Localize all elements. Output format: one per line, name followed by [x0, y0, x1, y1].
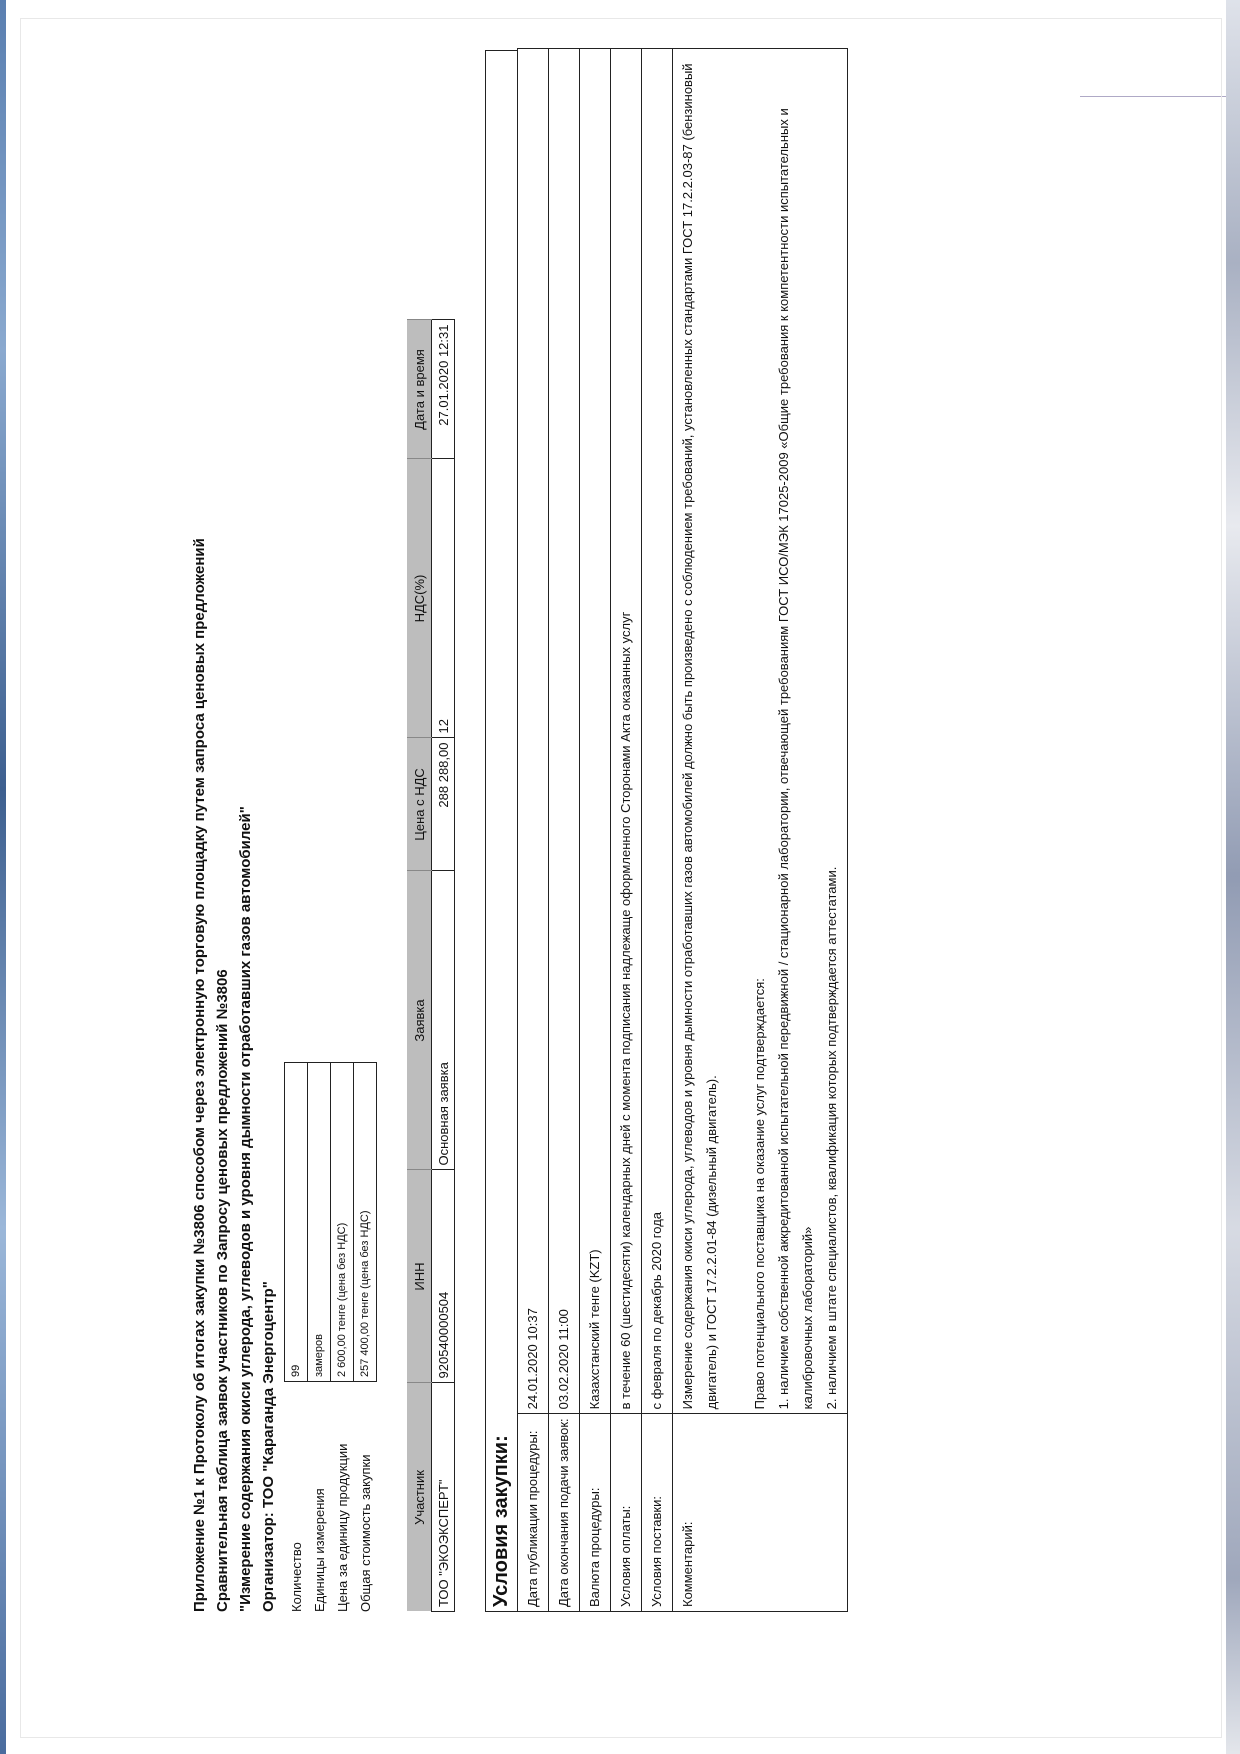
col-datetime: Дата и время	[407, 320, 432, 459]
params-table	[284, 1062, 377, 1612]
param-label: Цена за единицу продукции	[334, 1443, 350, 1612]
condition-label: Валюта процедуры:	[580, 1414, 611, 1612]
param-label: Количество	[288, 1542, 304, 1612]
table-row	[432, 320, 455, 1612]
cell-application: Основная заявка	[432, 871, 455, 1170]
condition-value: 24.01.2020 10:37	[518, 49, 549, 1414]
organizer: Организатор: ТОО "Караганда Энергоцентр"	[260, 1281, 277, 1612]
col-inn: ИНН	[407, 1170, 432, 1383]
rotated-document	[90, 2, 840, 1652]
condition-row	[549, 49, 580, 1612]
params-row	[331, 1063, 354, 1613]
param-label: Общая стоимость закупки	[357, 1454, 373, 1612]
cell-participant: ТОО "ЭКОЭКСПЕРТ"	[432, 1383, 455, 1612]
comment-value	[673, 49, 848, 1414]
condition-row	[642, 49, 673, 1612]
cell-price-vat: 288 288,00	[432, 738, 455, 871]
bids-header-row	[407, 320, 432, 1612]
param-value: замеров	[308, 1063, 331, 1382]
col-price-vat: Цена с НДС	[407, 738, 432, 871]
condition-value: в течение 60 (шестидесяти) календарных дней с момента подписания надлежаще оформленного Сторонами Акта оказанных услуг	[611, 49, 642, 1414]
params-row	[308, 1063, 331, 1613]
header-line-1: Приложение №1 к Протоколу об итогах закупки №3806 способом через электронную торговую площадку путем запроса ценовых предложений	[191, 538, 208, 1612]
condition-row	[580, 49, 611, 1612]
param-value: 99	[285, 1063, 308, 1382]
comment-paragraph: 2. наличием в штате специалистов, квалификация которых подтверждается аттестатами.	[824, 866, 839, 1410]
document-body	[188, 32, 848, 1612]
param-value: 257 400,00 тенге (цена без НДС)	[354, 1063, 377, 1382]
comment-label: Комментарий:	[673, 1414, 848, 1612]
condition-row	[518, 49, 549, 1612]
bids-table	[407, 320, 455, 1613]
comment-paragraph: Измерение содержания окиси углерода, углеводов и уровня дымности отработавших газов автомобилей должно быть произведено с соблюдением требований, установленных стандартами ГОСТ 17.2.2.03-87 (бензиновый двигатель) и ГОСТ 17.2.2.01-84 (дизельный двигатель).	[680, 63, 719, 1410]
params-row	[285, 1063, 308, 1613]
comment-row	[673, 49, 848, 1612]
conditions-table	[517, 48, 848, 1612]
col-vat-percent: НДС(%)	[407, 459, 432, 738]
condition-value: Казахстанский тенге (KZT)	[580, 49, 611, 1414]
params-row	[354, 1063, 377, 1613]
cell-inn: 920540000504	[432, 1170, 455, 1383]
condition-label: Дата публикации процедуры:	[518, 1414, 549, 1612]
header-line-3: "Измерение содержания окиси углерода, углеводов и уровня дымности отработавших газов автомобилей"	[237, 806, 254, 1612]
scan-edge-right	[1226, 0, 1240, 1754]
condition-value: с февраля по декабрь 2020 года	[642, 49, 673, 1414]
cell-vat-percent: 12	[432, 459, 455, 738]
param-value: 2 600,00 тенге (цена без НДС)	[331, 1063, 354, 1382]
comment-paragraph: Право потенциального поставщика на оказание услуг подтверждается:	[752, 978, 767, 1410]
comment-paragraph: 1. наличием собственной аккредитованной испытательной передвижной / стационарной лаборатории, отвечающей требованиям ГОСТ ИСО/МЭК 17025-2009 «Общие требования к компетентности испытательных и калибровочных лабораторий»	[776, 108, 815, 1410]
param-label: Единицы измерения	[311, 1488, 327, 1612]
condition-label: Дата окончания подачи заявок:	[549, 1414, 580, 1612]
col-application: Заявка	[407, 871, 432, 1170]
conditions-title: Условия закупки:	[485, 50, 517, 1612]
condition-label: Условия оплаты:	[611, 1414, 642, 1612]
cell-datetime: 27.01.2020 12:31	[432, 320, 455, 459]
header-line-2: Сравнительная таблица заявок участников по Запросу ценовых предложений №3806	[214, 969, 231, 1612]
scan-edge-left	[0, 0, 6, 1754]
condition-value: 03.02.2020 11:00	[549, 49, 580, 1414]
condition-row	[611, 49, 642, 1612]
condition-label: Условия поставки:	[642, 1414, 673, 1612]
col-participant: Участник	[407, 1383, 432, 1612]
